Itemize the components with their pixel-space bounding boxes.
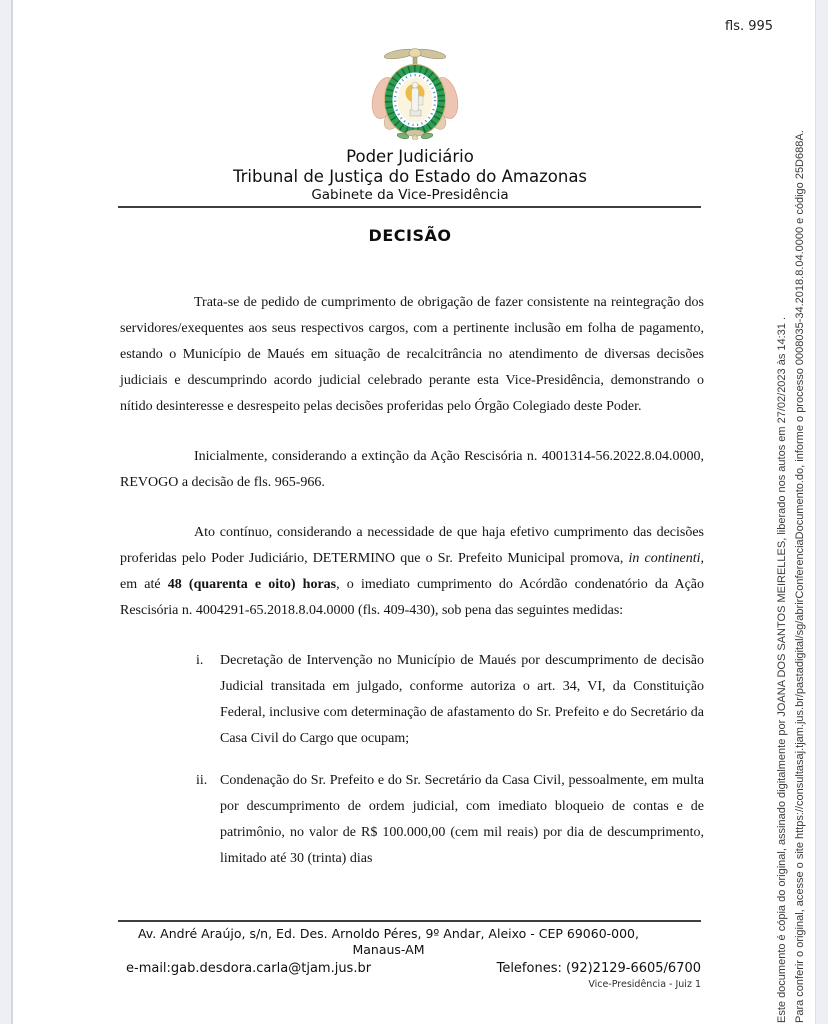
org-office: Gabinete da Vice-Presidência — [311, 187, 509, 203]
paragraph-3 — [120, 520, 704, 624]
footer-phones: Telefones: (92)2129-6605/6700 — [496, 961, 701, 976]
paragraph-2: Inicialmente, considerando a extinção da Ação Rescisória n. 4001314-56.2022.8.04.0000, REVOGO a decisão de fls. 965-966. — [120, 449, 704, 490]
org-court-name: Tribunal de Justiça do Estado do Amazonas — [232, 167, 588, 186]
letterhead-footer — [118, 920, 701, 990]
header-divider — [118, 206, 701, 208]
list-item-i — [196, 648, 704, 752]
paragraph-3-start: Ato contínuo, considerando a necessidade de que haja efetivo cumprimento das decisões proferidas pelo Poder Judiciário, DETERMINO que o Sr. Prefeito Municipal promova, — [120, 525, 704, 566]
list-item-ii — [196, 768, 704, 872]
footer-address-line1: Av. André Araújo, s/n, Ed. Des. Arnoldo Péres, 9º Andar, Aleixo - CEP 69060-000, — [137, 926, 639, 941]
latin-term: in continenti, — [628, 551, 704, 566]
paragraph-1: Trata-se de pedido de cumprimento de obrigação de fazer consistente na reintegração dos servidores/exequentes aos seus respectivos cargos, com a pertinente inclusão em folha de pagamento, estando o Município de Maués em situação de recalcitrância no atendimento de diversas decisões judiciais e descumprindo acordo judicial celebrado perante esta Vice-Presidência, demonstrando o nítido desinteresse e desrespeito pelas decisões proferidas pelo Órgão Colegiado deste Poder. — [120, 295, 704, 414]
decision-body — [120, 290, 704, 888]
footer-email: e-mail:gab.desdora.carla@tjam.jus.br — [126, 961, 372, 976]
list-text-ii: Condenação do Sr. Prefeito e do Sr. Secretário da Casa Civil, pessoalmente, em multa por descumprimento de ordem judicial, com imediato bloqueio de contas e de patrimônio, no valor de R$ 100.000,00 (cem mil reais) por dia de descumprimento, limitado até 30 (trinta) dias — [220, 773, 704, 866]
list-marker-ii: ii. — [196, 773, 208, 788]
list-text-i: Decretação de Intervenção no Município de Maués por descumprimento de decisão Judicial transitada em julgado, conforme autoriza o art. 34, VI, da Constituição Federal, inclusive com determinação de afastamento do Sr. Prefeito e do Secretário da Casa Civil do Cargo que ocupam; — [220, 653, 704, 746]
deadline-emphasis: 48 (quarenta e oito) horas — [167, 577, 337, 592]
footer-address-line2: Manaus-AM — [352, 942, 425, 957]
scan-margin-right — [815, 0, 828, 1024]
footer-unit-label: Vice-Presidência - Juiz 1 — [588, 979, 701, 990]
paragraph-3-end: , o imediato cumprimento do Acórdão condenatório da Ação Rescisória n. 4004291-65.2018.8.04.0000 (fls. 409-430), sob pena das seguintes medidas: — [120, 577, 705, 618]
letterhead — [118, 147, 702, 204]
document-title: DECISÃO — [368, 226, 452, 245]
scan-margin-left — [0, 0, 13, 1024]
digital-signature-stamp — [773, 130, 809, 1023]
stamp-line-1: Este documento é cópia do original, assinado digitalmente por JOANA DOS SANTOS MEIRELLES, liberado nos autos em 27/02/2023 às 14:31 . — [776, 316, 788, 1023]
org-branch: Poder Judiciário — [346, 147, 474, 166]
folio-number: fls. 995 — [725, 19, 774, 34]
paragraph-3-mid: em até — [120, 577, 168, 592]
footer-contact-row — [118, 961, 701, 976]
stamp-line-2: Para conferir o original, acesse o site https://consultasaj.tjam.jus.br/pastadigital/sg/abrirConferenciaDocumento.do, informe o processo 0008035-34.2018.8.04.0000 e código 25D688A. — [794, 130, 806, 1023]
tjam-coat-of-arms-icon — [370, 46, 460, 140]
list-marker-i: i. — [196, 653, 204, 668]
